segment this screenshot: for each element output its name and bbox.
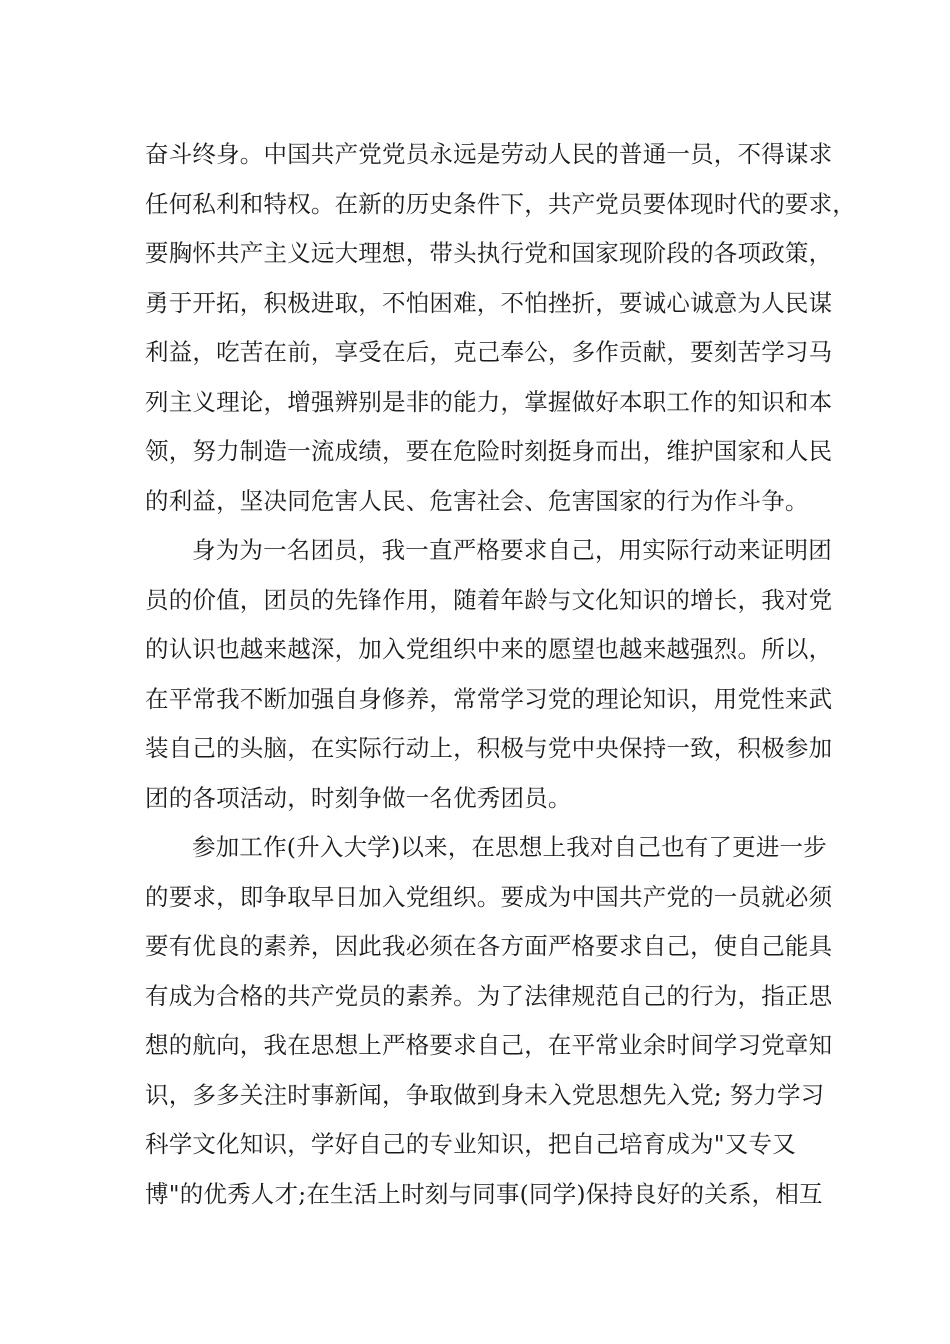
text-line: 领，努力制造一流成绩，要在危险时刻挺身而出，维护国家和人民	[145, 437, 833, 465]
text-line: 员的价值，团员的先锋作用，随着年龄与文化知识的增长，我对党	[145, 585, 833, 614]
text-line: 的利益，坚决同危害人民、危害社会、危害国家的行为作斗争。	[145, 486, 809, 515]
paragraph-first-line: 参加工作(升入大学)以来，在思想上我对自己也有了更进一步	[192, 833, 827, 861]
text-line: 任何私利和特权。在新的历史条件下，共产党员要体现时代的要求，	[145, 189, 856, 218]
document-body	[145, 130, 856, 1219]
text-line: 博"的优秀人才;在生活上时刻与同事(同学)保持良好的关系，相互	[145, 1179, 823, 1208]
paragraph-first-line: 身为为一名团员，我一直严格要求自己，用实际行动来证明团	[192, 536, 832, 564]
text-line: 要胸怀共产主义远大理想，带头执行党和国家现阶段的各项政策，	[145, 239, 833, 267]
text-line: 的认识也越来越深，加入党组织中来的愿望也越来越强烈。所以，	[145, 635, 833, 663]
text-line: 想的航向，我在思想上严格要求自己，在平常业余时间学习党章知	[145, 1031, 833, 1059]
text-line: 的要求，即争取早日加入党组织。要成为中国共产党的一员就必须	[145, 882, 833, 911]
text-line: 有成为合格的共产党员的素养。为了法律规范自己的行为，指正思	[145, 981, 833, 1010]
text-line: 识，多多关注时事新闻，争取做到身未入党思想先入党; 努力学习	[145, 1080, 825, 1109]
text-line: 装自己的头脑，在实际行动上，积极与党中央保持一致，积极参加	[145, 734, 833, 762]
text-line: 团的各项活动，时刻争做一名优秀团员。	[145, 783, 572, 812]
text-line: 勇于开拓，积极进取，不怕困难，不怕挫折，要诚心诚意为人民谋	[145, 288, 833, 317]
text-line: 在平常我不断加强自身修养，常常学习党的理论知识，用党性来武	[145, 684, 833, 713]
text-line: 科学文化知识，学好自己的专业知识，把自己培育成为"又专又	[145, 1130, 796, 1158]
text-line: 利益，吃苦在前，享受在后，克己奉公，多作贡献，要刻苦学习马	[145, 338, 833, 366]
text-line: 列主义理论，增强辨别是非的能力，掌握做好本职工作的知识和本	[145, 387, 833, 416]
text-line: 要有优良的素养，因此我必须在各方面严格要求自己，使自己能具	[145, 932, 833, 960]
text-line: 奋斗终身。中国共产党党员永远是劳动人民的普通一员，不得谋求	[145, 140, 833, 168]
